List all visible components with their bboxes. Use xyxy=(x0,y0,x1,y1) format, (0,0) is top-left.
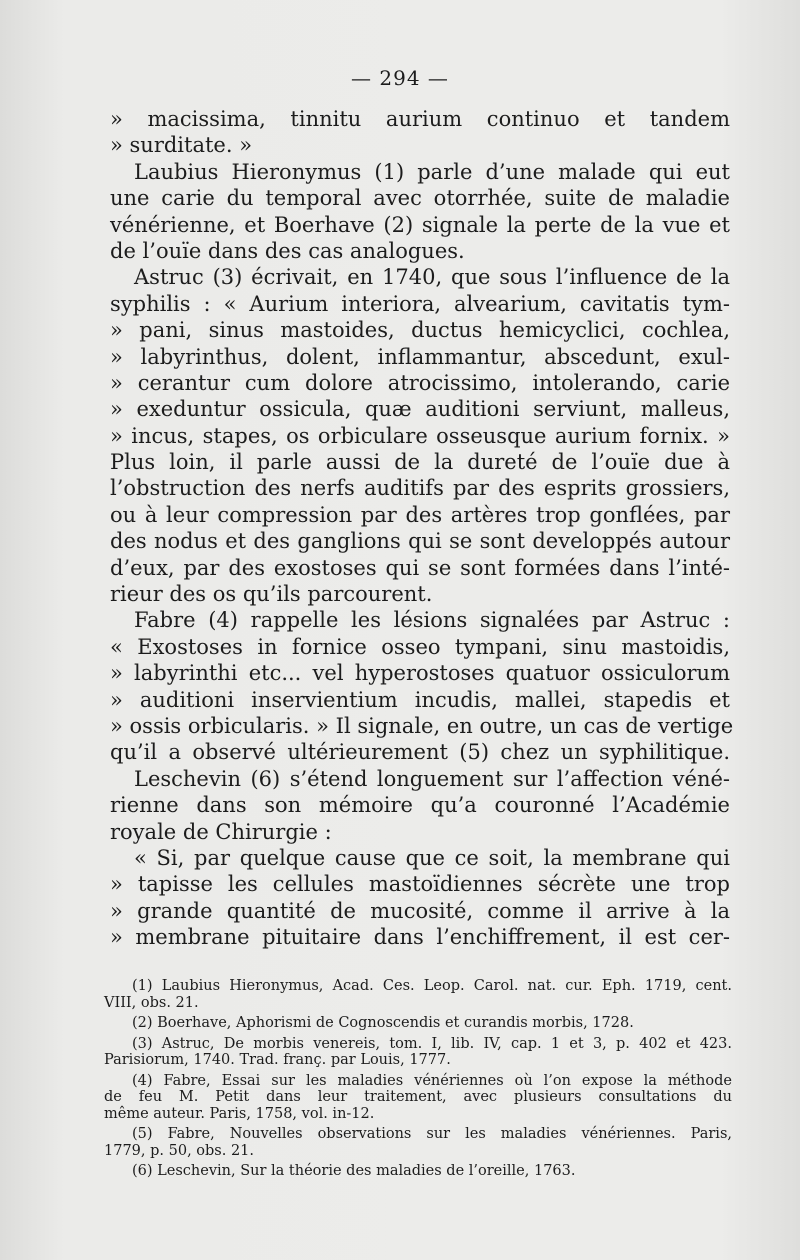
body-line: » macissima, tinnitu aurium continuo et tandem xyxy=(110,107,730,131)
body-line: l’obstruction des nerfs auditifs par des esprits grossiers, xyxy=(110,476,730,501)
body-line: une carie du temporal avec otorrhée, suite de maladie xyxy=(110,186,730,211)
body-line: » cerantur cum dolore atrocissimo, intolerando, carie xyxy=(110,370,730,395)
body-line: vénérienne, et Boerhave (2) signale la perte de la vue et xyxy=(110,212,730,237)
footnote-line: (6) Leschevin, Sur la théorie des maladies de l’oreille, 1763. xyxy=(132,1163,576,1179)
footnote-5 xyxy=(104,1126,732,1159)
footnote-line: (1) Laubius Hieronymus, Acad. Ces. Leop. Carol. nat. cur. Eph. 1719, cent. xyxy=(132,978,732,994)
body-line: Plus loin, il parle aussi de la dureté de l’ouïe due à xyxy=(110,450,730,475)
footnote-line: (2) Boerhave, Aphorismi de Cognoscendis et curandis morbis, 1728. xyxy=(132,1015,634,1031)
footnote-line: (4) Fabre, Essai sur les maladies vénériennes où l’on expose la méthode xyxy=(132,1072,732,1089)
body-line: » auditioni inservientium incudis, mallei, stapedis et xyxy=(110,687,730,712)
body-line: » labyrinthus, dolent, inflammantur, abscedunt, exul- xyxy=(110,344,730,369)
body-line: Laubius Hieronymus (1) parle d’une malade qui eut xyxy=(134,159,730,184)
body-line: « Si, par quelque cause que ce soit, la membrane qui xyxy=(134,845,730,870)
body-line: » surditate. » xyxy=(110,133,253,158)
body-line: » incus, stapes, os orbiculare osseusque aurium fornix. » xyxy=(110,423,730,448)
footnote-line: 1779, p. 50, obs. 21. xyxy=(104,1142,255,1159)
body-line: « Exostoses in fornice osseo tympani, sinu mastoidis, xyxy=(110,634,730,659)
body-line: » tapisse les cellules mastoïdiennes sécrète une trop xyxy=(110,872,730,897)
body-text xyxy=(110,106,734,951)
page-number: — 294 — xyxy=(351,66,449,90)
body-line: rienne dans son mémoire qu’a couronné l’Académie xyxy=(110,793,730,818)
footnote-3 xyxy=(104,1036,732,1069)
footnote-2 xyxy=(104,1015,732,1032)
body-line: Fabre (4) rappelle les lésions signalées par Astruc : xyxy=(134,608,730,633)
body-line: qu’il a observé ultérieurement (5) chez un syphilitique. xyxy=(110,740,730,765)
footnotes xyxy=(104,978,732,1184)
body-line: » membrane pituitaire dans l’enchiffrement, il est cer- xyxy=(110,925,730,950)
footnote-line: (3) Astruc, De morbis venereis, tom. I, lib. IV, cap. 1 et 3, p. 402 et 423. xyxy=(132,1035,732,1052)
body-line: des nodus et des ganglions qui se sont developpés autour xyxy=(110,529,730,554)
body-line: » pani, sinus mastoides, ductus hemicyclici, cochlea, xyxy=(110,318,730,343)
body-line: » grande quantité de mucosité, comme il arrive à la xyxy=(110,898,730,923)
footnote-6 xyxy=(104,1163,732,1180)
footnote-line: de feu M. Petit dans leur traitement, avec plusieurs consultations du xyxy=(104,1089,732,1105)
body-line: Astruc (3) écrivait, en 1740, que sous l’influence de la xyxy=(134,265,730,290)
footnote-1 xyxy=(104,978,732,1011)
footnote-line: (5) Fabre, Nouvelles observations sur les maladies vénériennes. Paris, xyxy=(132,1126,732,1142)
footnote-line: Parisiorum, 1740. Trad. franç. par Louis, 1777. xyxy=(104,1052,451,1068)
body-line: royale de Chirurgie : xyxy=(110,819,332,844)
footnote-4 xyxy=(104,1073,732,1123)
body-line: d’eux, par des exostoses qui se sont formées dans l’inté- xyxy=(110,555,730,580)
footnote-line: même auteur. Paris, 1758, vol. in-12. xyxy=(104,1105,375,1122)
body-line: ou à leur compression par des artères trop gonflées, par xyxy=(110,502,730,527)
body-line: Leschevin (6) s’étend longuement sur l’affection véné- xyxy=(134,766,730,791)
body-line: syphilis : « Aurium interiora, alvearium, cavitatis tym- xyxy=(110,291,730,316)
body-line: » labyrinthi etc... vel hyperostoses quatuor ossiculorum xyxy=(110,661,730,686)
body-line: » exeduntur ossicula, quæ auditioni serviunt, malleus, xyxy=(110,397,730,422)
footnote-line: VIII, obs. 21. xyxy=(104,994,199,1011)
body-line: rieur des os qu’ils parcourent. xyxy=(110,582,433,607)
body-line: » ossis orbicularis. » Il signale, en outre, un cas de vertige xyxy=(110,713,734,738)
body-line: de l’ouïe dans des cas analogues. xyxy=(110,238,465,263)
